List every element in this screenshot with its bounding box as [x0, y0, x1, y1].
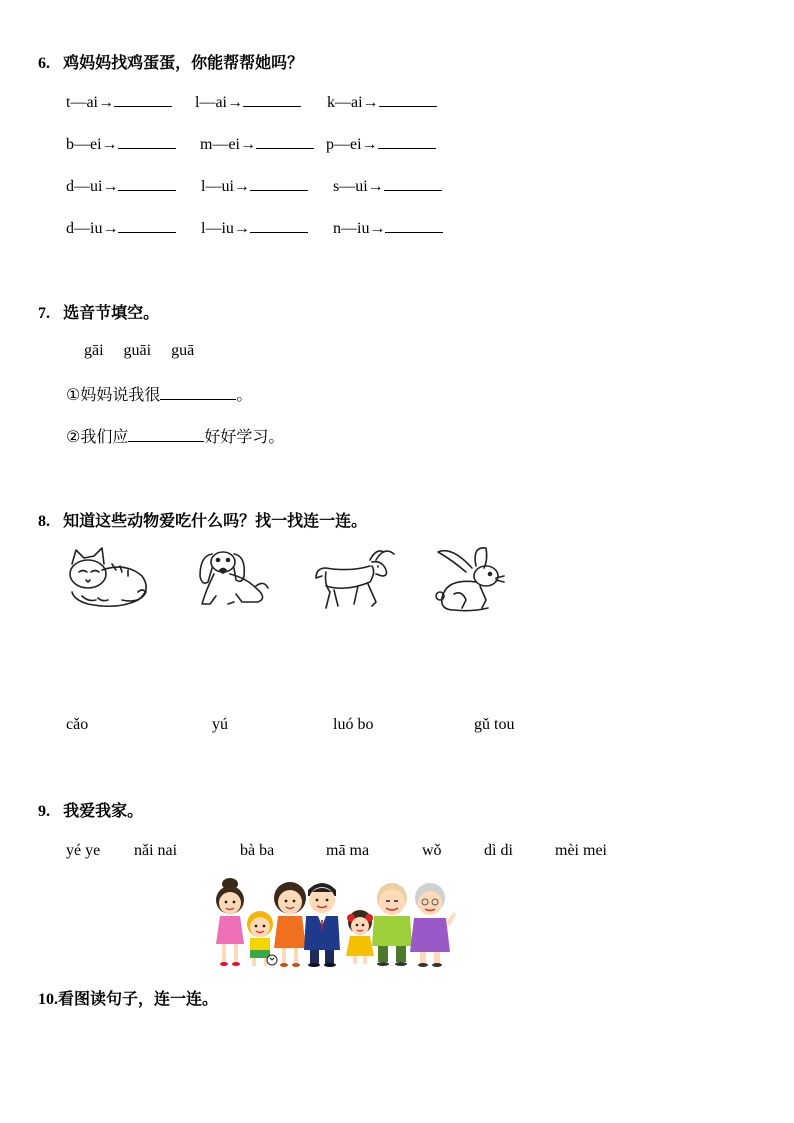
q6-item: s—ui→ — [333, 178, 384, 195]
q6-item: p—ei→ — [326, 136, 378, 153]
q6-row-1c — [327, 92, 437, 112]
q8-food-4[interactable]: gǔ tou — [474, 716, 515, 733]
q7-option: gāi — [84, 342, 104, 359]
q7-sentence-1 — [66, 382, 252, 405]
q6-item: l—ui→ — [201, 178, 250, 195]
answer-blank[interactable] — [385, 218, 443, 233]
q9-heading — [38, 798, 143, 821]
q7-option: guāi — [123, 342, 152, 359]
q9-number: 9. — [38, 803, 50, 820]
dog-picture[interactable] — [194, 544, 270, 612]
q7-s2-end: 好好学习。 — [204, 427, 285, 446]
answer-blank[interactable] — [256, 134, 314, 149]
q9-word-7[interactable]: mèi mei — [555, 842, 607, 859]
q7-sentence-2 — [66, 424, 284, 447]
q6-item: l—ai→ — [195, 94, 243, 111]
answer-blank[interactable] — [250, 218, 308, 233]
q6-item: b—ei→ — [66, 136, 118, 153]
answer-blank[interactable] — [128, 427, 204, 442]
q6-row-2b — [200, 134, 314, 154]
q7-number: 7. — [38, 305, 50, 322]
girl-figure — [346, 910, 374, 964]
q6-item: k—ai→ — [327, 94, 379, 111]
q8-prompt: 知道这些动物爱吃什么吗？找一找连一连。 — [63, 511, 368, 530]
rabbit-picture[interactable] — [432, 544, 510, 614]
goat-picture[interactable] — [312, 544, 398, 612]
q10-heading — [38, 986, 218, 1009]
q10-number: 10. — [38, 991, 58, 1008]
q9-prompt: 我爱我家。 — [63, 801, 144, 820]
q6-item: t—ai→ — [66, 94, 114, 111]
grandmother-figure — [410, 883, 456, 967]
q9-word-2[interactable]: nǎi nai — [134, 842, 178, 859]
mother-figure-2 — [274, 882, 306, 967]
q6-item: n—iu→ — [333, 220, 386, 237]
answer-blank[interactable] — [250, 176, 308, 191]
q6-item: d—iu→ — [66, 220, 119, 237]
q9-word-3[interactable]: bà ba — [240, 842, 275, 859]
q9-word-5[interactable]: wǒ — [422, 842, 442, 859]
q6-row-2 — [66, 134, 176, 154]
q6-row-1b — [195, 92, 301, 112]
father-figure — [304, 883, 340, 967]
q7-heading — [38, 300, 159, 323]
cat-picture[interactable] — [62, 544, 152, 612]
q7-s2-text: ②我们应 — [66, 427, 129, 446]
q8-food-2[interactable]: yú — [212, 716, 228, 733]
q8-food-1[interactable]: cǎo — [66, 716, 89, 733]
q7-s1-text: ①妈妈说我很 — [66, 385, 161, 404]
answer-blank[interactable] — [378, 134, 436, 149]
answer-blank[interactable] — [379, 92, 437, 107]
q6-row-2c — [326, 134, 436, 154]
mother-figure — [216, 878, 244, 966]
family-picture — [208, 876, 460, 968]
q6-item: d—ui→ — [66, 178, 119, 195]
grandfather-figure — [372, 883, 412, 966]
q6-item: l—iu→ — [201, 220, 250, 237]
answer-blank[interactable] — [384, 176, 442, 191]
q7-options — [84, 342, 194, 360]
answer-blank[interactable] — [118, 134, 176, 149]
q7-option: guā — [171, 342, 195, 359]
q10-prompt: 看图读句子，连一连。 — [58, 989, 219, 1008]
q9-word-1[interactable]: yé ye — [66, 842, 101, 859]
q6-row-4 — [66, 218, 176, 238]
boy-figure — [247, 911, 277, 966]
answer-blank[interactable] — [114, 92, 172, 107]
q8-heading — [38, 508, 367, 531]
q7-s1-end: 。 — [236, 385, 253, 404]
q6-row-3c — [333, 176, 442, 196]
q6-heading — [38, 50, 303, 73]
answer-blank[interactable] — [118, 218, 176, 233]
q8-number: 8. — [38, 513, 50, 530]
q9-word-6[interactable]: dì di — [484, 842, 513, 859]
answer-blank[interactable] — [160, 385, 236, 400]
q6-row-4b — [201, 218, 308, 238]
q6-prompt: 鸡妈妈找鸡蛋蛋，你能帮帮她吗？ — [63, 53, 304, 72]
q6-row-3b — [201, 176, 308, 196]
q8-food-3[interactable]: luó bo — [333, 716, 374, 733]
answer-blank[interactable] — [118, 176, 176, 191]
q6-row-3 — [66, 176, 176, 196]
q7-prompt: 选音节填空。 — [63, 303, 160, 322]
q6-item: m—ei→ — [200, 136, 256, 153]
q9-word-4[interactable]: mā ma — [326, 842, 370, 859]
q6-number: 6. — [38, 55, 50, 72]
q6-row-1 — [66, 92, 172, 112]
answer-blank[interactable] — [243, 92, 301, 107]
q6-row-4c — [333, 218, 443, 238]
